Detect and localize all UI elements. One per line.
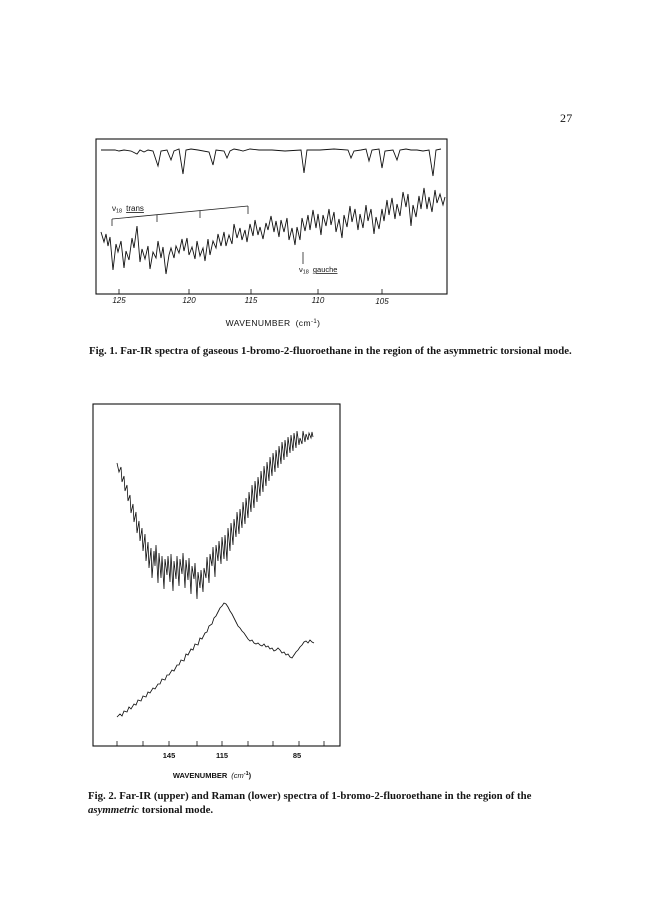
figure-1-caption-text: Far-IR spectra of gaseous 1-bromo-2-fluoroethane in the region of the asymmetric torsional mode. — [120, 345, 572, 357]
figure-2-raman-spectrum — [117, 603, 314, 717]
fig2-xlabel-unit-open: (cm — [231, 771, 244, 780]
figure-2-caption-text-2: torsional mode. — [141, 804, 214, 816]
figure-2-x-axis-label — [173, 771, 252, 780]
fig2-xlabel-unit-close: ) — [248, 771, 252, 780]
fig2-xlabel-main: WAVENUMBER — [172, 771, 228, 780]
fig1-xlabel-unit-open: (cm — [295, 318, 311, 328]
fig1-xlabel-main: WAVENUMBER — [225, 318, 291, 328]
fig1-xlabel-unit-exp: -1 — [310, 319, 318, 325]
fig2-xlabel-unit-exp: -1 — [243, 771, 249, 777]
annotation-gauche-word: gauche — [312, 265, 338, 274]
figure-2-x-tick-labels — [163, 751, 301, 760]
annotation-trans-symbol: ν — [112, 204, 116, 213]
fig1-xlabel-unit-close: ) — [317, 318, 321, 328]
fig2-tick-label-3: 85 — [292, 751, 302, 760]
fig1-tick-label-3: 115 — [244, 296, 258, 305]
annotation-trans-sub: 18 — [116, 208, 123, 215]
figure-2-caption — [88, 789, 583, 817]
fig1-tick-label-4: 110 — [311, 296, 325, 305]
figure-2-frame — [93, 404, 340, 746]
annotation-gauche-symbol: ν — [299, 265, 303, 274]
figure-2-caption-italic: asymmetric — [88, 804, 139, 816]
figure-2-caption-label: Fig. 2. — [88, 790, 117, 802]
annotation-gauche-sub: 18 — [302, 269, 309, 276]
page-number: 27 — [560, 111, 573, 125]
fig1-tick-label-5: 105 — [375, 297, 389, 306]
figure-1-caption-label: Fig. 1. — [89, 345, 118, 357]
figure-2-far-ir-spectrum — [117, 431, 313, 599]
fig2-tick-label-1: 145 — [162, 751, 176, 760]
figure-2-caption-text-1: Far-IR (upper) and Raman (lower) spectra of 1-bromo-2-fluoroethane in the region of the — [119, 790, 532, 802]
fig2-tick-label-2: 115 — [215, 751, 229, 760]
fig1-tick-label-2: 120 — [182, 296, 196, 305]
fig1-tick-label-1: 125 — [112, 296, 126, 305]
annotation-trans-word: trans — [126, 204, 144, 213]
figure-2-x-ticks — [117, 741, 324, 746]
